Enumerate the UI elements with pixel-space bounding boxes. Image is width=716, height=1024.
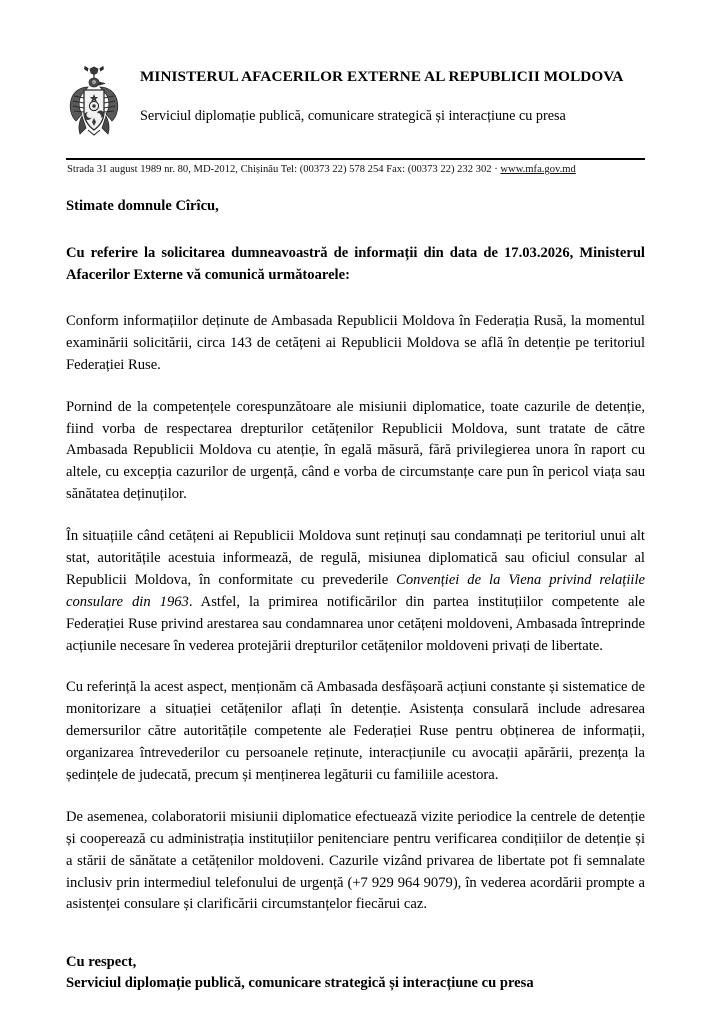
letter-body xyxy=(66,196,645,995)
vienna-convention-citation: Convenției de la Viena privind relațiile consulare din 1963 xyxy=(66,571,645,610)
paragraph-4: Cu referință la acest aspect, menționăm că Ambasada desfășoară acțiuni constante și sistematice de monitorizare a situației cetățenilor aflați în detenție. Asistența consulară include adresarea demersurilor către autoritățile competente ale Federației Ruse pentru obținerea de informații, organizarea întrevederilor cu persoanele reținute, interacțiunile cu avocații apărării, prezența la ședințele de judecată, precum și menținerea legăturii cu familiile acestora. xyxy=(66,679,645,783)
closing-salutation: Cu respect, xyxy=(66,954,137,971)
paragraph-2: Pornind de la competențele corespunzătoare ale misiunii diplomatice, toate cazurile de detenție, fiind vorba de respectarea drepturilor cetățenilor Republicii Moldova, sunt tratate de către Ambasada Republicii Moldova cu atenție, în egală măsură, fără privilegierea unora în raport cu altele, cu excepția cazurilor de urgență, când e vorba de circumstanțe care pun în pericol viața sau sănătatea deținuților. xyxy=(66,398,645,503)
salutation: Stimate domnule Cîrîcu, xyxy=(66,198,219,214)
paragraph-3-text-before: În situațiile când cetățeni ai Republicii Moldova sunt reținuți sau condamnați pe teritoriul unui alt stat, autoritățile acestuia informează, de regulă, misiunea diplomatică sau oficiul consular al Republicii Moldova, în conformitate cu prevederile xyxy=(66,528,645,588)
moldova-coat-of-arms-icon xyxy=(66,66,122,138)
address-text: Strada 31 august 1989 nr. 80, MD-2012, Chișinău Tel: (00373 22) 578 254 Fax: (00373 22) 232 302 · xyxy=(67,164,501,175)
paragraph-3-text-after: . Astfel, la primirea notificărilor din partea instituțiilor competente ale Federației Ruse privind arestarea sau condamnarea unor cetățeni moldoveni, Ambasada întreprinde acțiunile necesare în vederea protejării drepturilor cetățenilor moldoveni privați de libertate. xyxy=(66,593,645,654)
lead-paragraph: Cu referire la solicitarea dumneavoastră de informații din data de 17.03.2026, Ministerul Afacerilor Externe vă comunică următoarele: xyxy=(66,245,645,284)
closing-block xyxy=(66,952,645,994)
department-subtitle: Serviciul diplomație publică, comunicare strategică și interacțiune cu presa xyxy=(140,108,566,125)
contact-address-line xyxy=(67,163,647,177)
organization-title: MINISTERUL AFACERILOR EXTERNE AL REPUBLICII MOLDOVA xyxy=(140,68,624,85)
paragraph-5: De asemenea, colaboratorii misiunii diplomatice efectuează vizite periodice la centrele de detenție și cooperează cu administrația instituțiilor penitenciare pentru verificarea condițiilor de detenție și a stării de sănătate a cetățenilor moldoveni. Cazurile vizând privarea de libertate pot fi semnalate inclusiv prin intermediul telefonului de urgență (+7 929 964 9079), în vederea acordării prompte a asistenței consulare și clarificării circumstanțelor fiecărui caz. xyxy=(66,808,645,913)
website-link[interactable]: www.mfa.gov.md xyxy=(500,164,576,175)
letterhead-text xyxy=(140,62,646,125)
header-divider xyxy=(66,158,645,160)
paragraph-3 xyxy=(66,526,645,657)
letterhead xyxy=(66,62,646,138)
paragraph-1: Conform informațiilor deținute de Ambasada Republicii Moldova în Federația Rusă, la momentul examinării solicitării, circa 143 de cetățeni ai Republicii Moldova se află în detenție pe teritoriul Federației Ruse. xyxy=(66,312,645,373)
closing-signature: Serviciul diplomație publică, comunicare strategică și interacțiune cu presa xyxy=(66,975,534,992)
